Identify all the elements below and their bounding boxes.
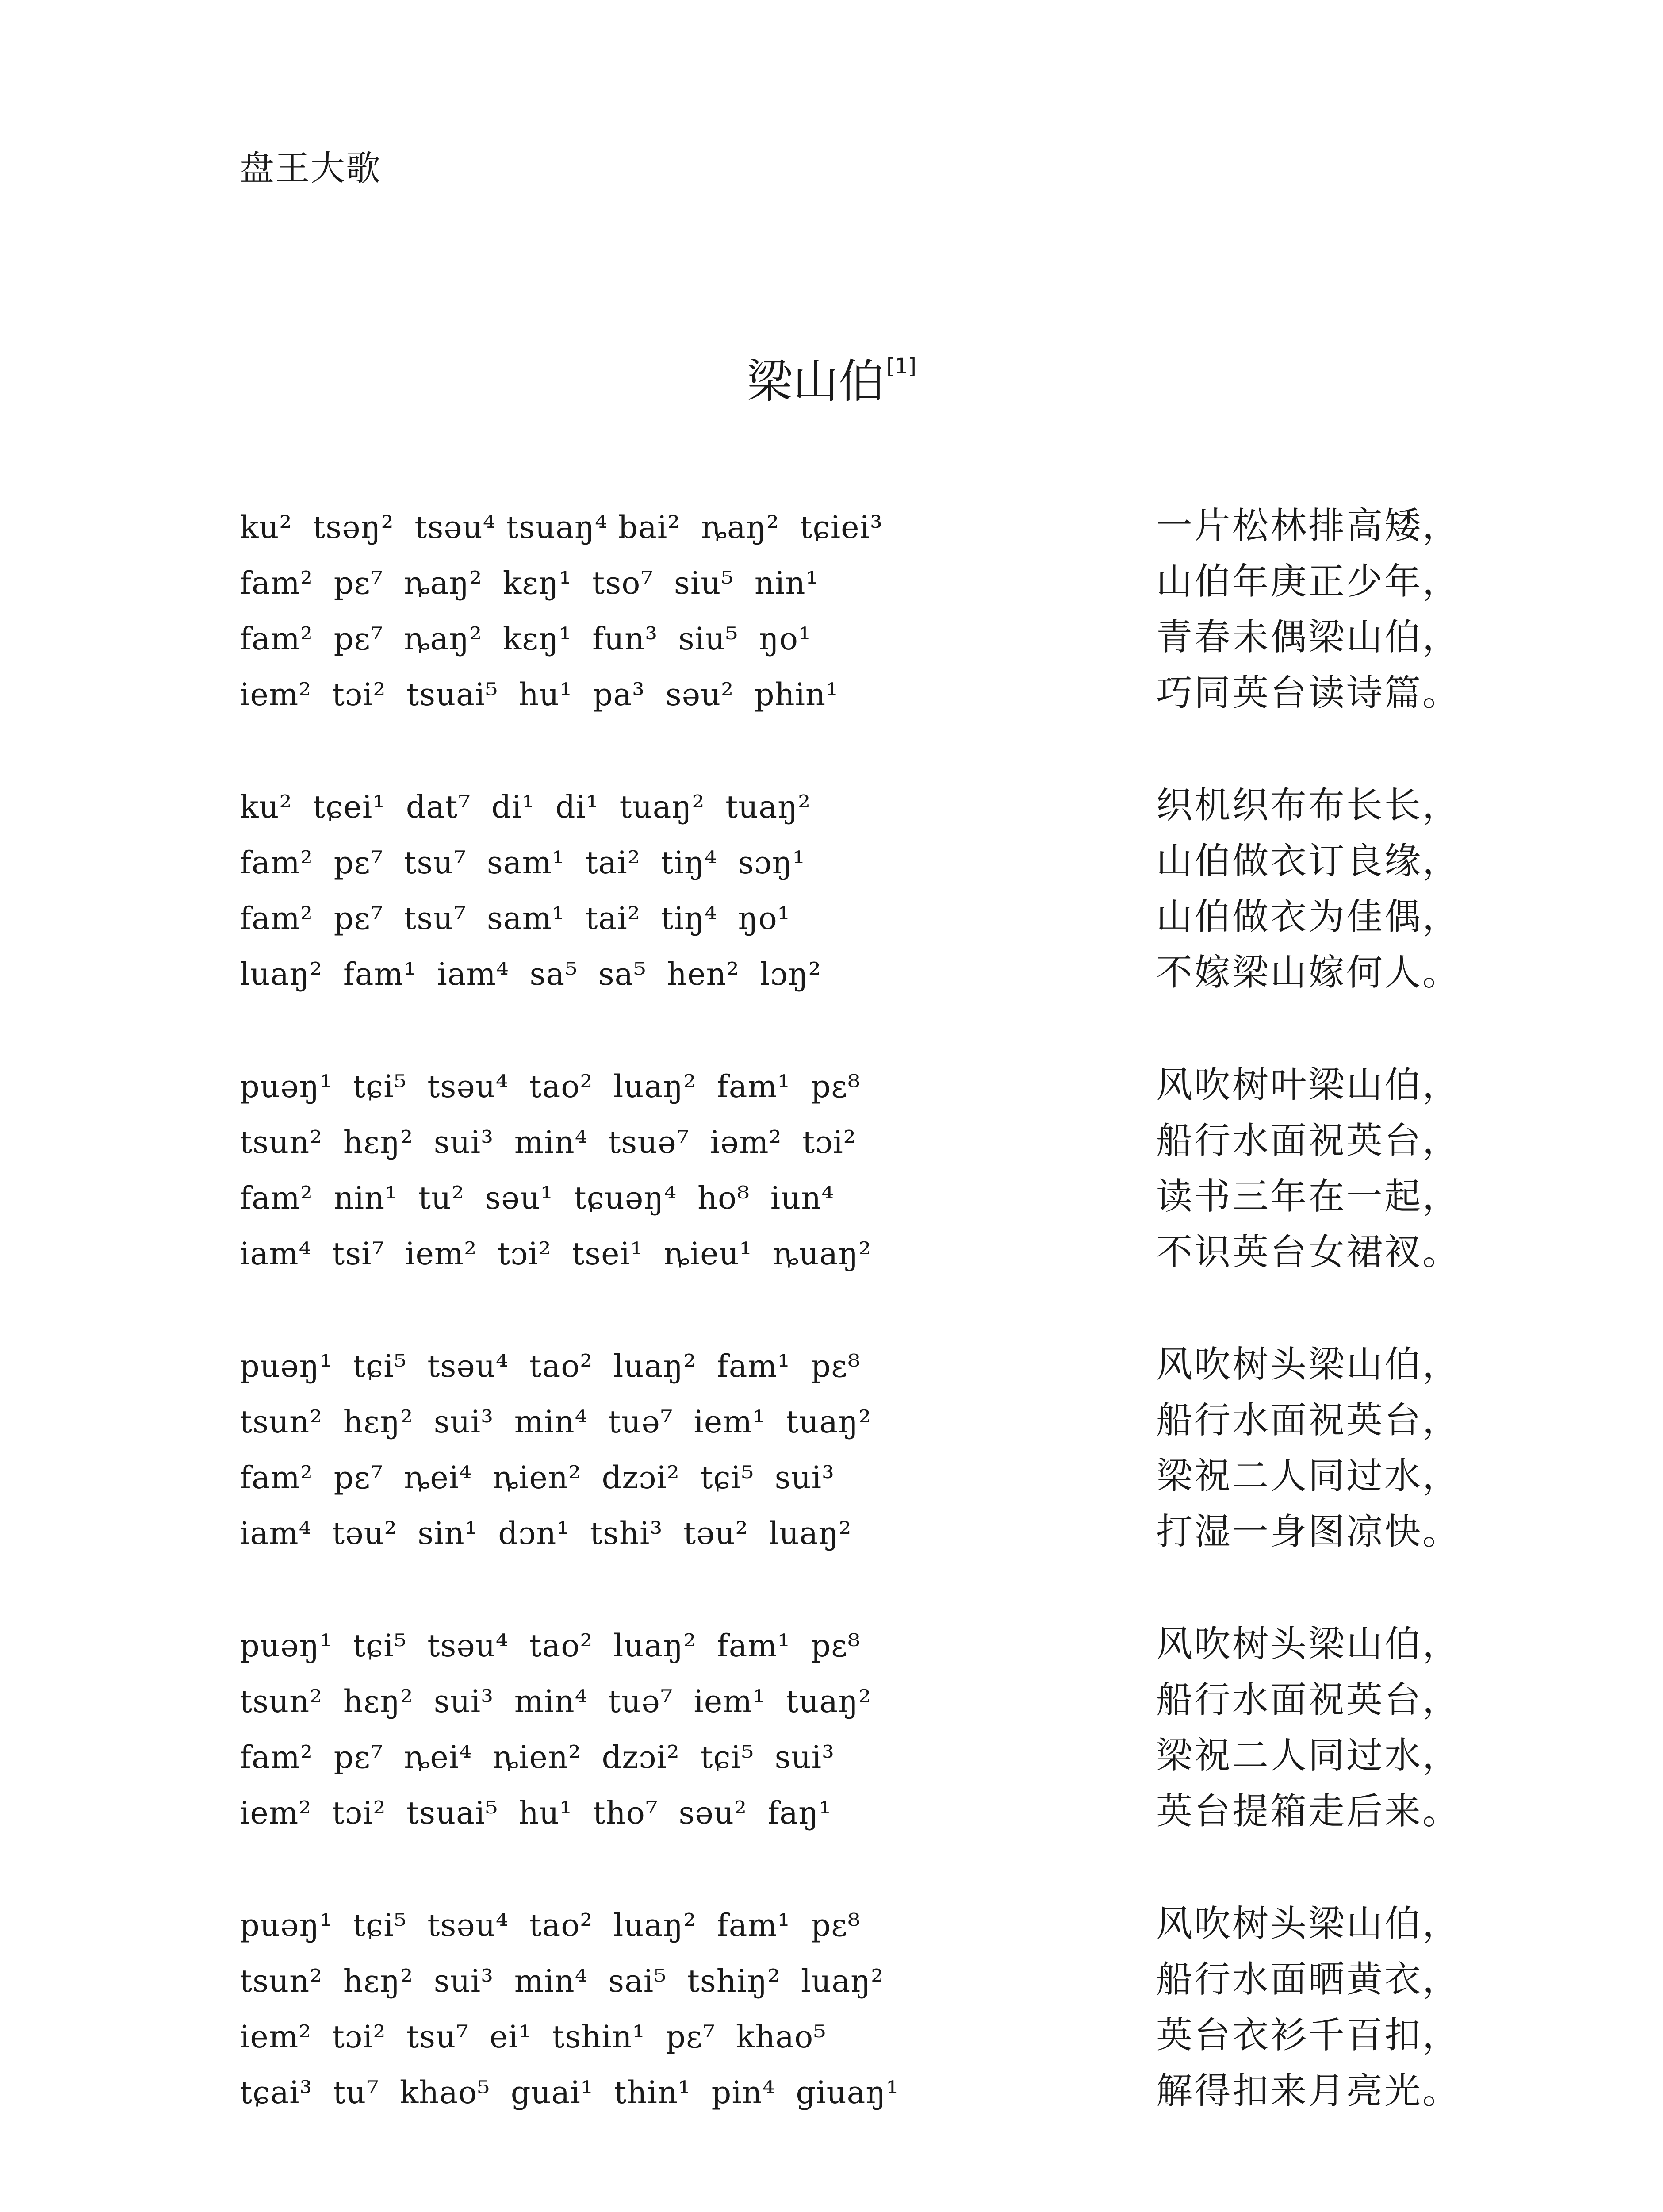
lyric-line [240, 778, 1460, 833]
chinese-text: 船行水面祝英台， [1156, 1679, 1460, 1721]
lyric-line [240, 833, 1460, 889]
lyric-line [240, 554, 1460, 610]
romanization: iem² tɔi² tsu⁷ ei¹ tshin¹ pɛ⁷ khao⁵ [240, 2019, 827, 2055]
romanization: iem² tɔi² tsuai⁵ hu¹ pa³ səu² phin¹ [240, 676, 839, 713]
lyric-line [240, 1393, 1460, 1448]
running-header: 盘王大歌 [240, 149, 382, 188]
lyric-line [240, 1672, 1460, 1728]
lyric-line [240, 945, 1460, 1001]
lyric-line [240, 889, 1460, 945]
chinese-text: 一片松林排高矮， [1156, 505, 1460, 547]
song-title [0, 344, 1663, 411]
chinese-text: 英台提箱走后来。 [1156, 1790, 1460, 1832]
chinese-text: 船行水面祝英台， [1156, 1399, 1460, 1441]
stanza-6 [240, 1896, 1460, 2119]
romanization: iem² tɔi² tsuai⁵ hu¹ tho⁷ səu² faŋ¹ [240, 1795, 832, 1831]
lyric-line [240, 1225, 1460, 1280]
romanization: tsun² hɛŋ² sui³ min⁴ tuə⁷ iem¹ tuaŋ² [240, 1404, 872, 1440]
chinese-text: 风吹树叶梁山伯， [1156, 1064, 1460, 1106]
chinese-text: 梁祝二人同过水， [1156, 1455, 1460, 1497]
romanization: puəŋ¹ tɕi⁵ tsəu⁴ tao² luaŋ² fam¹ pɛ⁸ [240, 1907, 861, 1943]
chinese-text: 不嫁梁山嫁何人。 [1156, 952, 1460, 994]
song-title-text: 梁山伯 [746, 354, 885, 408]
lyric-line [240, 1113, 1460, 1169]
stanza-1 [240, 498, 1460, 721]
lyric-line [240, 2008, 1460, 2063]
chinese-text: 巧同英台读诗篇。 [1156, 672, 1460, 714]
stanza-3 [240, 1057, 1460, 1280]
chinese-text: 打湿一身图凉快。 [1156, 1511, 1460, 1553]
chinese-text: 山伯做衣订良缘， [1156, 840, 1460, 882]
lyric-line [240, 1337, 1460, 1393]
lyric-line [240, 665, 1460, 721]
chinese-text: 解得扣来月亮光。 [1156, 2070, 1460, 2112]
romanization: tsun² hɛŋ² sui³ min⁴ sai⁵ tshiŋ² luaŋ² [240, 1963, 884, 1999]
romanization: tsun² hɛŋ² sui³ min⁴ tuə⁷ iem¹ tuaŋ² [240, 1683, 872, 1720]
chinese-text: 风吹树头梁山伯， [1156, 1623, 1460, 1665]
lyric-line [240, 1784, 1460, 1839]
romanization: puəŋ¹ tɕi⁵ tsəu⁴ tao² luaŋ² fam¹ pɛ⁸ [240, 1068, 861, 1105]
lyrics-body [240, 498, 1460, 2176]
chinese-text: 船行水面祝英台， [1156, 1120, 1460, 1162]
romanization: ku² tsəŋ² tsəu⁴ tsuaŋ⁴ bai² ȵaŋ² tɕiei³ [240, 509, 883, 545]
stanza-2 [240, 778, 1460, 1001]
romanization: puəŋ¹ tɕi⁵ tsəu⁴ tao² luaŋ² fam¹ pɛ⁸ [240, 1348, 861, 1384]
romanization: fam² pɛ⁷ tsu⁷ sam¹ tai² tiŋ⁴ ŋo¹ [240, 900, 790, 937]
romanization: puəŋ¹ tɕi⁵ tsəu⁴ tao² luaŋ² fam¹ pɛ⁸ [240, 1628, 861, 1664]
chinese-text: 读书三年在一起， [1156, 1175, 1460, 1217]
chinese-text: 梁祝二人同过水， [1156, 1735, 1460, 1777]
romanization: fam² pɛ⁷ ȵei⁴ ȵien² dzɔi² tɕi⁵ sui³ [240, 1459, 835, 1496]
chinese-text: 风吹树头梁山伯， [1156, 1344, 1460, 1386]
romanization: fam² nin¹ tu² səu¹ tɕuəŋ⁴ ho⁸ iun⁴ [240, 1180, 835, 1216]
chinese-text: 山伯做衣为佳偶， [1156, 896, 1460, 938]
lyric-line [240, 2063, 1460, 2119]
lyric-line [240, 1896, 1460, 1952]
chinese-text: 织机织布布长长， [1156, 784, 1460, 826]
chinese-text: 青春未偶梁山伯， [1156, 616, 1460, 658]
stanza-5 [240, 1617, 1460, 1839]
chinese-text: 英台衣衫千百扣， [1156, 2014, 1460, 2056]
chinese-text: 不识英台女裙衩。 [1156, 1231, 1460, 1273]
romanization: fam² pɛ⁷ ȵaŋ² kɛŋ¹ fun³ siu⁵ ŋo¹ [240, 621, 812, 657]
lyric-line [240, 1169, 1460, 1225]
chinese-text: 风吹树头梁山伯， [1156, 1903, 1460, 1945]
romanization: ku² tɕei¹ dat⁷ di¹ di¹ tuaŋ² tuaŋ² [240, 789, 811, 825]
lyric-line [240, 498, 1460, 554]
romanization: fam² pɛ⁷ tsu⁷ sam¹ tai² tiŋ⁴ sɔŋ¹ [240, 845, 805, 881]
romanization: fam² pɛ⁷ ȵei⁴ ȵien² dzɔi² tɕi⁵ sui³ [240, 1739, 835, 1775]
lyric-line [240, 610, 1460, 665]
lyric-line [240, 1057, 1460, 1113]
lyric-line [240, 1448, 1460, 1504]
romanization: tsun² hɛŋ² sui³ min⁴ tsuə⁷ iəm² tɔi² [240, 1124, 856, 1160]
chinese-text: 船行水面晒黄衣， [1156, 1959, 1460, 2001]
lyric-line [240, 1617, 1460, 1672]
footnote-ref: [1] [886, 354, 916, 379]
romanization: luaŋ² fam¹ iam⁴ sa⁵ sa⁵ hen² lɔŋ² [240, 956, 821, 992]
lyric-line [240, 1728, 1460, 1784]
romanization: tɕai³ tu⁷ khao⁵ guai¹ thin¹ pin⁴ giuaŋ¹ [240, 2074, 899, 2111]
lyric-line [240, 1952, 1460, 2008]
chinese-text: 山伯年庚正少年， [1156, 561, 1460, 603]
stanza-4 [240, 1337, 1460, 1560]
romanization: fam² pɛ⁷ ȵaŋ² kɛŋ¹ tso⁷ siu⁵ nin¹ [240, 565, 819, 601]
romanization: iam⁴ təu² sin¹ dɔn¹ tshi³ təu² luaŋ² [240, 1515, 852, 1551]
romanization: iam⁴ tsi⁷ iem² tɔi² tsei¹ ȵieu¹ ȵuaŋ² [240, 1236, 872, 1272]
lyric-line [240, 1504, 1460, 1560]
